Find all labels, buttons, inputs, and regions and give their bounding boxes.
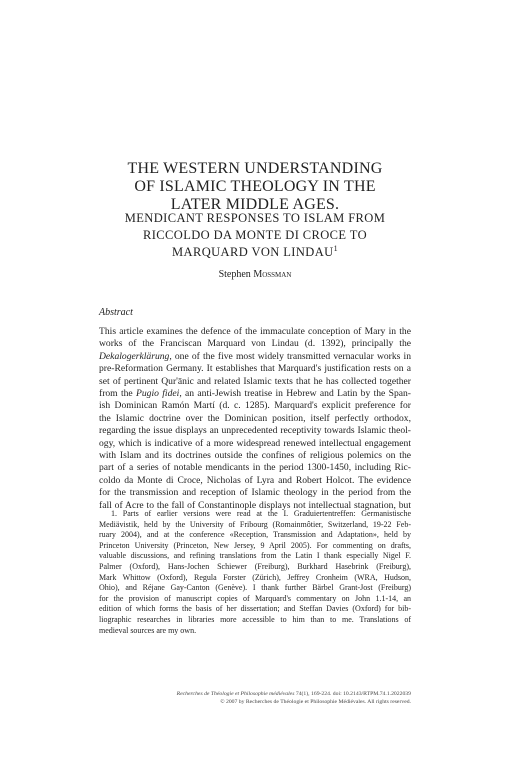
- journal-name: Recherches de Théologie et Philosophie médiévales: [176, 691, 295, 697]
- copyright-notice: © 2007 by Recherches de Théologie et Philosophie Médiévales. All rights reserved.: [220, 699, 411, 705]
- subtitle-line: [60, 244, 450, 261]
- footnote-line: for the provision of manuscript copies of Marquard's commentary on John 1.1-14, an: [99, 593, 411, 603]
- subtitle-line: RICCOLDO DA MONTE DI CROCE TO: [143, 228, 367, 242]
- abstract-line: fall of Acre to the fall of Constantinople displays not intellectual stagnation, but: [99, 499, 411, 511]
- work-title: Pugio fidei: [136, 388, 180, 400]
- subtitle-line: MENDICANT RESPONSES TO ISLAM FROM: [124, 211, 386, 225]
- footnote-line: 1. Parts of earlier versions were read at the I. Graduiertentreffen: Germanistische: [111, 509, 411, 518]
- footnote-line: medieval sources are my own.: [99, 625, 197, 635]
- abstract-line: regarding the issue displays an unprecedented receptivity towards Islamic theol-: [99, 425, 411, 437]
- article-title: [60, 160, 450, 214]
- abstract-line: coldo da Monte di Croce, Nicholas of Lyra and Robert Holcot. The evidence: [99, 474, 411, 486]
- article-subtitle: [60, 210, 450, 261]
- footnote-line: valuable discussions, and refining translations from the Latin I thank especially Nigel F.: [99, 551, 411, 561]
- footnote-marker[interactable]: 1: [333, 243, 338, 253]
- footnote-line: ruary 2004), and at the conference «Reception, Transmission and Adaptation», held by: [99, 530, 411, 540]
- abstract-line: the Islamic doctrine over the Dominican position, itself perfectly orthodox,: [99, 412, 411, 424]
- abstract-body: [99, 326, 411, 512]
- abstract-line: works of the Franciscan Marquard von Lindau (d. 1392), principally the: [99, 338, 411, 350]
- author-name: [60, 269, 450, 280]
- title-line: OF ISLAMIC THEOLOGY IN THE: [134, 178, 376, 195]
- abstract-line: Dekalogerklärung, one of the five most widely transmitted vernacular works in: [99, 350, 411, 362]
- abstract-heading: Abstract: [99, 307, 133, 318]
- footnote: [99, 509, 411, 636]
- footnote-line: Palmer (Oxford), Hans-Jochen Schiewer (Freiburg), Burkhard Hasebrink (Freiburg),: [99, 561, 411, 571]
- abstract-line: This article examines the defence of the immaculate conception of Mary in the: [99, 326, 411, 337]
- journal-citation: [99, 690, 411, 706]
- footnote-line: liographic researches in libraries more accessible to him than to me. Translations of: [99, 614, 411, 624]
- abstract-line: pre-Reformation Germany. It establishes that Marquard's justification rests on a: [99, 363, 411, 375]
- footnote-line: Princeton University (Princeton, New Jersey, 9 April 2005). For commenting on drafts,: [99, 540, 411, 550]
- author-last-name: Mossman: [253, 269, 292, 280]
- journal-reference: Recherches de Théologie et Philosophie médiévales 74(1), 169-224. doi: 10.2143/RTPM.74.1.2022039: [176, 691, 411, 697]
- abstract-line: part of a series of notable mendicants in the period 1300-1450, including Ric-: [99, 462, 411, 474]
- abstract-line: ish Dominican Ramón Martí (d. c. 1285). Marquard's explicit preference for: [99, 400, 411, 412]
- footnote-line: Mark Whittow (Oxford), Regula Forster (Zürich), Jeffrey Cronheim (WRA, Hudson,: [99, 572, 411, 582]
- abstract-line: set of pertinent Qur'ānic and related Islamic texts that he has collected together: [99, 375, 411, 387]
- author-first-name: Stephen: [218, 269, 251, 280]
- abstract-line: with Islam and its doctrines outside the confines of religious polemics on the: [99, 450, 411, 462]
- title-line: LATER MIDDLE AGES.: [170, 196, 340, 213]
- subtitle-line-text: MARQUARD VON LINDAU: [172, 245, 334, 259]
- abstract-line: from the Pugio fidei, an anti-Jewish treatise in Hebrew and Latin by the Span-: [99, 388, 411, 400]
- footnote-line: Ohio), and Réjane Gay-Canton (Genève). I thank further Bärbel Grant-Jost (Freiburg): [99, 583, 411, 593]
- work-title: Dekalogerklärung: [99, 350, 170, 362]
- title-line: THE WESTERN UNDERSTANDING: [127, 160, 383, 177]
- footnote-line: edition of which forms the basis of her dissertation; and Steffan Davies (Oxford) for bib-: [99, 604, 411, 614]
- footnote-line: Mediävistik, held by the University of Fribourg (Romainmôtier, Switzerland, 19-22 Feb-: [99, 519, 411, 529]
- abstract-line: for the transmission and reception of Islamic theology in the period from the: [99, 487, 411, 499]
- abstract-line: ogy, which is indicative of a more widespread renewed intellectual engagement: [99, 437, 411, 449]
